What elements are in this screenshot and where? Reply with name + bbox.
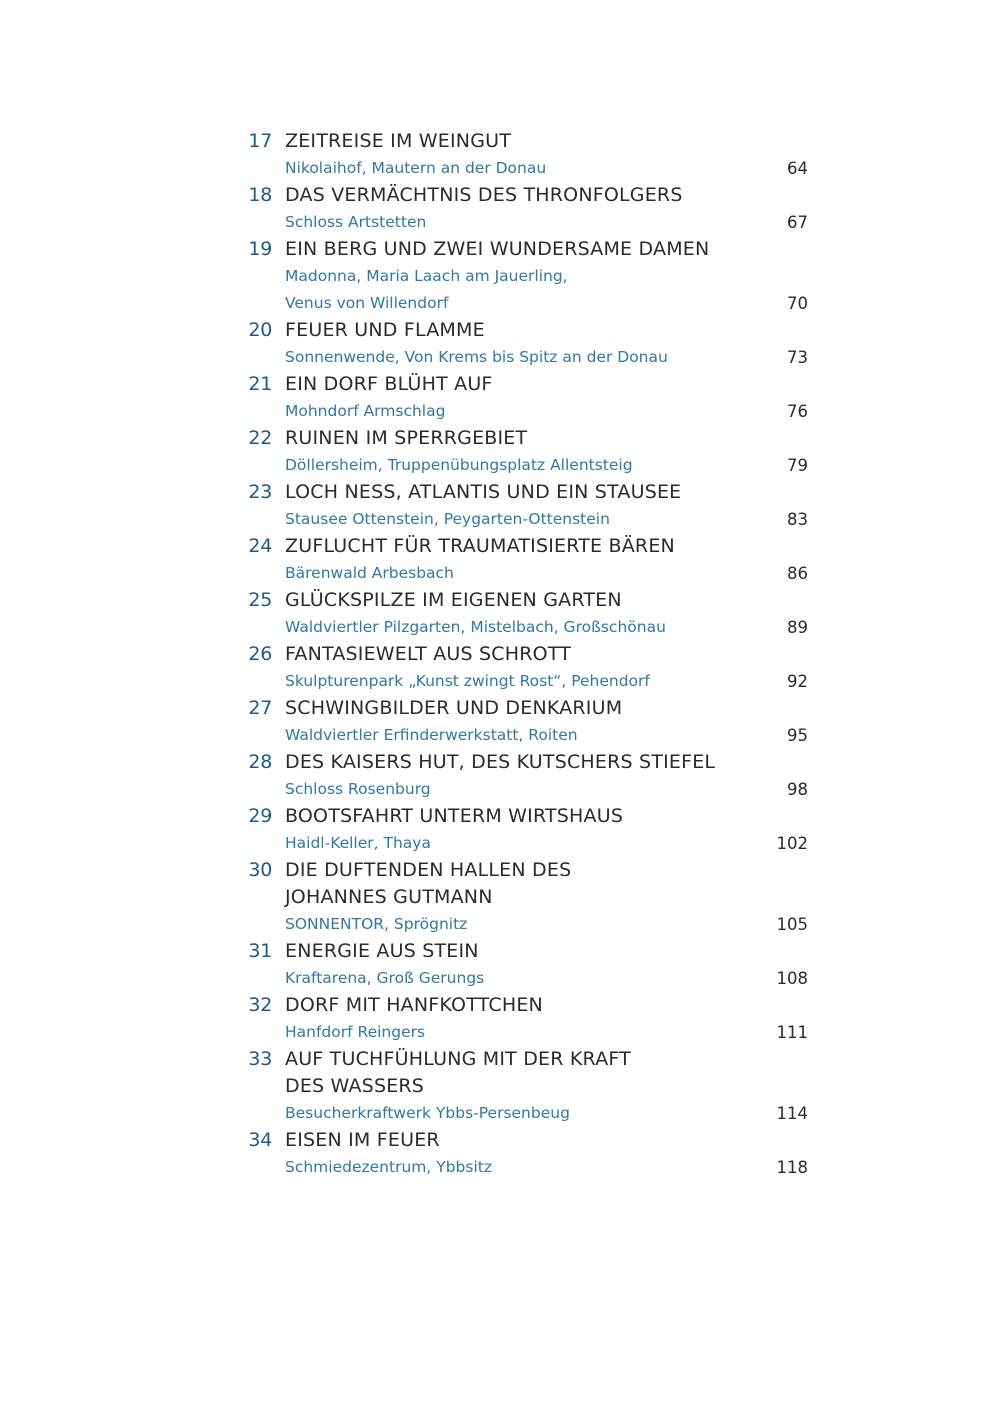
chapter-title: EIN BERG UND ZWEI WUNDERSAME DAMEN: [285, 238, 710, 260]
page-number: 105: [776, 915, 808, 934]
toc-entry[interactable]: [240, 641, 808, 695]
toc-entry[interactable]: [240, 182, 808, 236]
page-number: 114: [776, 1104, 808, 1123]
toc-entry[interactable]: [240, 371, 808, 425]
chapter-title: FANTASIEWELT AUS SCHROTT: [285, 643, 572, 665]
chapter-title: DORF MIT HANFKOTTCHEN: [285, 994, 543, 1016]
page-number: 118: [776, 1158, 808, 1177]
chapter-title: JOHANNES GUTMANN: [285, 886, 493, 908]
chapter-number: 18: [248, 184, 272, 206]
page-number: 64: [787, 159, 808, 178]
chapter-title: DIE DUFTENDEN HALLEN DES: [285, 859, 572, 881]
chapter-title: LOCH NESS, ATLANTIS UND EIN STAUSEE: [285, 481, 682, 503]
chapter-title: AUF TUCHFÜHLUNG MIT DER KRAFT: [285, 1048, 631, 1070]
page-number: 92: [787, 672, 808, 691]
chapter-location: Hanfdorf Reingers: [285, 1023, 426, 1041]
toc-entry[interactable]: [240, 317, 808, 371]
toc-entry[interactable]: [240, 533, 808, 587]
toc-entry[interactable]: [240, 857, 808, 938]
chapter-location: Mohndorf Armschlag: [285, 402, 446, 420]
chapter-number: 27: [248, 697, 272, 719]
chapter-title: DES WASSERS: [285, 1075, 425, 1097]
page-number: 98: [787, 780, 808, 799]
chapter-title: EIN DORF BLÜHT AUF: [285, 373, 493, 395]
chapter-location-block: [285, 614, 808, 641]
chapter-number: 19: [248, 238, 272, 260]
chapter-location: SONNENTOR, Sprögnitz: [285, 915, 468, 933]
chapter-location-block: [285, 155, 808, 182]
chapter-location: Haidl-Keller, Thaya: [285, 834, 431, 852]
chapter-location: Kraftarena, Groß Gerungs: [285, 969, 485, 987]
chapter-location-block: [285, 722, 808, 749]
chapter-title: FEUER UND FLAMME: [285, 319, 485, 341]
chapter-location: Bärenwald Arbesbach: [285, 564, 454, 582]
chapter-location: Madonna, Maria Laach am Jauerling,: [285, 267, 568, 285]
chapter-number: 31: [248, 940, 272, 962]
chapter-location: Waldviertler Pilzgarten, Mistelbach, Großschönau: [285, 618, 666, 636]
page-number: 70: [787, 294, 808, 313]
chapter-number: 20: [248, 319, 272, 341]
chapter-location-block: [285, 911, 808, 938]
chapter-location: Waldviertler Erfinderwerkstatt, Roiten: [285, 726, 578, 744]
chapter-location-block: [285, 344, 808, 371]
chapter-location-block: [285, 1154, 808, 1181]
page-number: 89: [787, 618, 808, 637]
toc-entry[interactable]: [240, 749, 808, 803]
chapter-location: Skulpturenpark „Kunst zwingt Rost“, Pehendorf: [285, 672, 650, 690]
chapter-number: 25: [248, 589, 272, 611]
chapter-number: 30: [248, 859, 272, 881]
toc-entry[interactable]: [240, 803, 808, 857]
chapter-location: Sonnenwende, Von Krems bis Spitz an der Donau: [285, 348, 668, 366]
chapter-location-block: [285, 1019, 808, 1046]
chapter-location-block: [285, 668, 808, 695]
page-number: 73: [787, 348, 808, 367]
chapter-location-block: [285, 965, 808, 992]
chapter-title: DES KAISERS HUT, DES KUTSCHERS STIEFEL: [285, 751, 716, 773]
toc-entry[interactable]: [240, 587, 808, 641]
page-number: 86: [787, 564, 808, 583]
chapter-number: 22: [248, 427, 272, 449]
chapter-number: 21: [248, 373, 272, 395]
page-number: 102: [776, 834, 808, 853]
chapter-title: GLÜCKSPILZE IM EIGENEN GARTEN: [285, 589, 622, 611]
toc-entry[interactable]: [240, 938, 808, 992]
page-number: 83: [787, 510, 808, 529]
chapter-location-block: [285, 830, 808, 857]
page-number: 67: [787, 213, 808, 232]
chapter-number: 29: [248, 805, 272, 827]
chapter-title: DAS VERMÄCHTNIS DES THRONFOLGERS: [285, 184, 683, 206]
chapter-number: 32: [248, 994, 272, 1016]
toc-entry[interactable]: [240, 695, 808, 749]
chapter-number: 23: [248, 481, 272, 503]
chapter-location: Venus von Willendorf: [285, 294, 449, 312]
page-number: 108: [776, 969, 808, 988]
chapter-title: ZEITREISE IM WEINGUT: [285, 130, 512, 152]
chapter-title: EISEN IM FEUER: [285, 1129, 440, 1151]
chapter-number: 33: [248, 1048, 272, 1070]
chapter-location: Stausee Ottenstein, Peygarten-Ottenstein: [285, 510, 610, 528]
chapter-title: ENERGIE AUS STEIN: [285, 940, 479, 962]
chapter-location-block: [285, 398, 808, 425]
toc-entry[interactable]: [240, 1127, 808, 1181]
chapter-location: Döllersheim, Truppenübungsplatz Allentsteig: [285, 456, 633, 474]
toc-entry[interactable]: [240, 479, 808, 533]
chapter-location-block: [285, 452, 808, 479]
page-number: 95: [787, 726, 808, 745]
chapter-location-block: [285, 560, 808, 587]
toc-entry[interactable]: [240, 992, 808, 1046]
chapter-title: BOOTSFAHRT UNTERM WIRTSHAUS: [285, 805, 624, 827]
chapter-number: 28: [248, 751, 272, 773]
chapter-location-block: [285, 263, 808, 317]
toc-entry[interactable]: [240, 1046, 808, 1127]
table-of-contents: [240, 128, 808, 1181]
toc-entry[interactable]: [240, 236, 808, 317]
chapter-location: Schloss Rosenburg: [285, 780, 431, 798]
chapter-location-block: [285, 776, 808, 803]
chapter-title: ZUFLUCHT FÜR TRAUMATISIERTE BÄREN: [285, 535, 675, 557]
chapter-location-block: [285, 506, 808, 533]
chapter-location: Besucherkraftwerk Ybbs-Persenbeug: [285, 1104, 570, 1122]
chapter-location: Schmiedezentrum, Ybbsitz: [285, 1158, 492, 1176]
page-number: 76: [787, 402, 808, 421]
page-number: 79: [787, 456, 808, 475]
page-number: 111: [776, 1023, 808, 1042]
chapter-number: 26: [248, 643, 272, 665]
chapter-location: Schloss Artstetten: [285, 213, 427, 231]
chapter-location: Nikolaihof, Mautern an der Donau: [285, 159, 547, 177]
chapter-title: SCHWINGBILDER UND DENKARIUM: [285, 697, 623, 719]
chapter-number: 24: [248, 535, 272, 557]
toc-entry[interactable]: [240, 425, 808, 479]
chapter-number: 17: [248, 130, 272, 152]
toc-entry[interactable]: [240, 128, 808, 182]
chapter-title: RUINEN IM SPERRGEBIET: [285, 427, 528, 449]
chapter-location-block: [285, 209, 808, 236]
chapter-location-block: [285, 1100, 808, 1127]
chapter-number: 34: [248, 1129, 272, 1151]
